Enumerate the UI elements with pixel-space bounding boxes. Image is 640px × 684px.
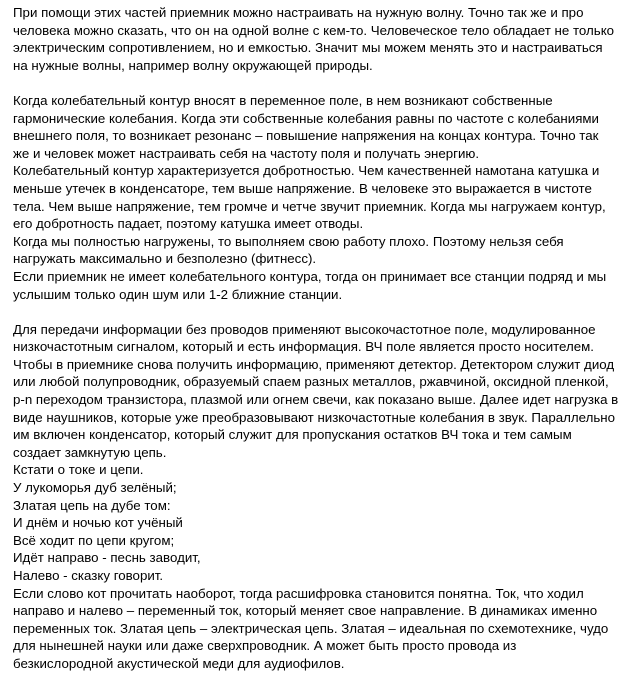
text-line: Когда колебательный контур вносят в переменное поле, в нем возникают собственные [13, 92, 553, 108]
text-line: меньше утечек в конденсаторе, тем выше напряжение. В человеке это выражается в чистоте [13, 180, 592, 196]
text-line: же и человек может настраивать себя на частоту поля и получать энергию. [13, 145, 480, 161]
text-line: гармонические колебания. Когда эти собственные колебания равны по частоте с колебаниями [13, 110, 599, 126]
paragraph-quality-factor [13, 162, 634, 232]
paragraph-spacer [13, 303, 634, 321]
text-line: человека можно сказать, что он на одной волне с кем-то. Человеческое тело обладает не только [13, 22, 615, 38]
poem-quote [13, 479, 634, 585]
text-line: создает замкнутую цепь. [13, 444, 167, 460]
poem-line: У лукоморья дуб зелёный; [13, 480, 177, 496]
paragraph-resonance [13, 92, 634, 162]
text-line: переменных ток. Златая цепь – электрическая цепь. Златая – идеальная по схемотехнике, чудо [13, 620, 609, 636]
text-line: тела. Чем выше напряжение, тем громче и четче звучит приемник. Когда мы нагружаем контур, [13, 198, 606, 214]
text-line: Если приемник не имеет колебательного контура, тогда он принимает все станции подряд и мы [13, 268, 607, 284]
text-line: им включен конденсатор, который служит для пропускания остатков ВЧ тока и тем самым [13, 427, 572, 443]
text-line: его добротность падает, поэтому катушка имеет отводы. [13, 216, 364, 232]
poem-line: Налево - сказку говорит. [13, 568, 164, 583]
paragraph-spacer [13, 74, 634, 92]
text-line: Колебательный контур характеризуется добротностью. Чем качественней намотана катушка и [13, 163, 600, 179]
paragraph-detector [13, 321, 634, 462]
text-line: Если слово кот прочитать наоборот, тогда расшифровка становится понятна. Ток, что ходил [13, 585, 584, 601]
text-line: Чтобы в приемнике снова получить информацию, применяют детектор. Детектором служит диод [13, 356, 615, 372]
text-line: направо и налево – переменный ток, который меняет свое направление. В динамиках именно [13, 603, 598, 619]
text-line: Когда мы полностью нагружены, то выполняем свою работу плохо. Поэтому нельзя себя [13, 233, 564, 249]
poem-line: Идёт направо - песнь заводит, [13, 550, 201, 566]
poem-line: И днём и ночью кот учёный [13, 515, 183, 531]
text-line: низкочастотным сигналом, который и есть информация. ВЧ поле является просто носителем. [13, 339, 595, 355]
text-line: или любой полупроводник, образуемый спаем разных металлов, ржавчиной, оксидной пленкой, [13, 374, 609, 390]
text-line: безкислородной акустической меди для аудиофилов. [13, 655, 345, 671]
poem-line: Всё ходит по цепи кругом; [13, 532, 175, 548]
paragraph-load [13, 233, 634, 268]
text-line: При помощи этих частей приемник можно настраивать на нужную волну. Точно так же и про [13, 5, 584, 20]
text-line: виде наушников, которые уже преобразовывают низкочастотные колебания в звук. Параллельно [13, 409, 616, 425]
text-line: Кстати о токе и цепи. [13, 462, 144, 478]
text-line: внешнего поля, то возникает резонанс – повышение напряжения на концах контура. Точно так [13, 128, 599, 144]
paragraph-current-and-circuit [13, 461, 634, 479]
paragraph-interpretation [13, 585, 634, 673]
text-line: электрическим сопротивлением, но и емкостью. Значит мы можем менять это и настраиваться [13, 40, 603, 56]
paragraph-tuning [13, 4, 634, 74]
paragraph-no-circuit [13, 268, 634, 303]
text-line: p-n переходом транзистора, плазмой или огнем свечи, как показано выше. Далее идет нагрузка в [13, 392, 619, 408]
text-line: услышим только один шум или 1-2 ближние станции. [13, 286, 343, 302]
poem-line: Златая цепь на дубе том: [13, 497, 171, 513]
text-line: для нынешней науки или даже сверхпроводник. А может быть просто провода из [13, 638, 517, 654]
text-line: нагружать максимально и безполезно (фитнесс). [13, 251, 317, 267]
text-line: Для передачи информации без проводов применяют высокочастотное поле, модулированное [13, 321, 596, 337]
text-line: на нужные волны, например волну окружающей природы. [13, 57, 373, 73]
